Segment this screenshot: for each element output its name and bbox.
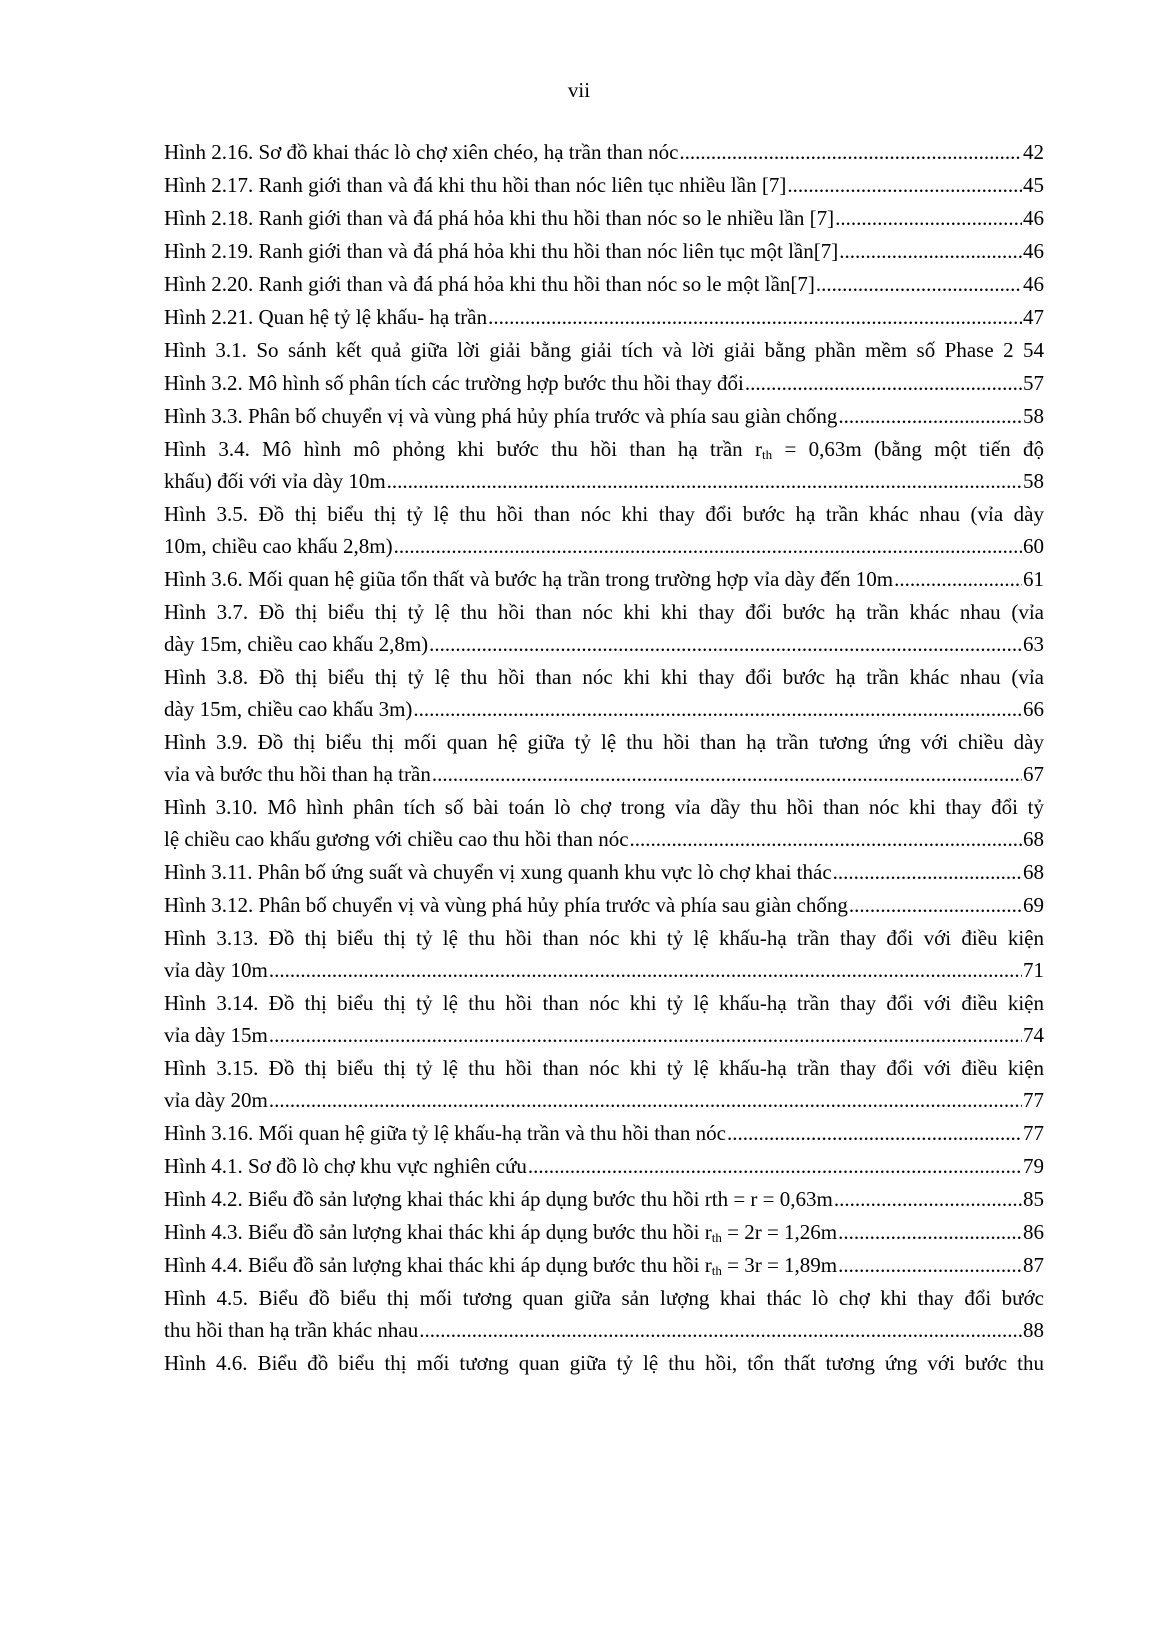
toc-entry[interactable] <box>164 301 1044 333</box>
page-ref: 61 <box>1023 567 1044 591</box>
entry-title: Hình 2.19. Ranh giới than và đá phá hỏa khi thu hồi than nóc liên tục một lần[7] <box>164 239 839 263</box>
entry-title: Hình 4.2. Biểu đồ sản lượng khai thác khi áp dụng bước thu hồi rth = r = 0,63m <box>164 1187 833 1211</box>
toc-entry[interactable] <box>164 791 1044 855</box>
page-ref: 74 <box>1023 1023 1044 1047</box>
entry-title: Hình 3.16. Mối quan hệ giữa tỷ lệ khấu-hạ trần và thu hồi than nóc <box>164 1121 726 1145</box>
list-of-figures <box>164 136 1044 1380</box>
entry-title: Hình 3.1. So sánh kết quả giữa lời giải bằng giải tích và lời giải bằng phần mềm số Phase 2 54 <box>164 338 1044 362</box>
toc-entry[interactable] <box>164 856 1044 888</box>
entry-title-line2: vỉa dày 20m <box>164 1088 268 1112</box>
page-ref: 46 <box>1023 272 1044 296</box>
entry-title-line1: Hình 3.9. Đồ thị biểu thị mối quan hệ giữa tỷ lệ thu hồi than hạ trần tương ứng với chiều dày <box>164 730 1044 754</box>
entry-title: Hình 2.18. Ranh giới than và đá phá hỏa khi thu hồi than nóc so le nhiều lần [7] <box>164 206 835 230</box>
page-ref: 46 <box>1023 206 1044 230</box>
entry-title-line1: Hình 4.5. Biểu đồ biểu thị mối tương quan giữa sản lượng khai thác lò chợ khi thay đổi bước <box>164 1286 1044 1310</box>
toc-entry[interactable] <box>164 433 1044 497</box>
dot-leader <box>849 889 1022 921</box>
entry-title <box>164 1249 837 1281</box>
entry-title: Hình 2.21. Quan hệ tỷ lệ khấu- hạ trần <box>164 305 488 329</box>
page-ref: 45 <box>1023 173 1044 197</box>
page-ref: 88 <box>1023 1318 1044 1342</box>
entry-title-line1 <box>164 433 1044 465</box>
page-ref: 71 <box>1023 958 1044 982</box>
entry-text: = 3r = 1,89m <box>721 1253 838 1277</box>
toc-entry[interactable] <box>164 563 1044 595</box>
page-number: vii <box>567 78 591 102</box>
dot-leader <box>432 758 1022 790</box>
toc-entry[interactable] <box>164 1249 1044 1281</box>
dot-leader <box>429 628 1022 660</box>
toc-entry[interactable] <box>164 400 1044 432</box>
page-ref: 87 <box>1023 1253 1044 1277</box>
entry-text: Hình 4.4. Biểu đồ sản lượng khai thác khi áp dụng bước thu hồi r <box>164 1253 712 1277</box>
toc-entry[interactable] <box>164 596 1044 660</box>
toc-entry[interactable] <box>164 987 1044 1051</box>
page-ref: 57 <box>1023 371 1044 395</box>
subscript: th <box>762 447 773 462</box>
entry-title-line2: dày 15m, chiều cao khấu 2,8m) <box>164 632 429 656</box>
entry-text: Hình 3.4. Mô hình mô phỏng khi bước thu hồi than hạ trần r <box>164 437 763 461</box>
entry-title-line2: vỉa dày 15m <box>164 1023 268 1047</box>
page-ref: 69 <box>1023 893 1044 917</box>
entry-title: Hình 2.17. Ranh giới than và đá khi thu hồi than nóc liên tục nhiều lần [7] <box>164 173 787 197</box>
entry-title-line1: Hình 3.10. Mô hình phân tích số bài toán lò chợ trong vỉa dầy thu hồi than nóc khi thay đổi tỷ <box>164 795 1044 819</box>
toc-entry[interactable] <box>164 498 1044 562</box>
entry-title: Hình 3.2. Mô hình số phân tích các trường hợp bước thu hồi thay đổi <box>164 371 744 395</box>
dot-leader <box>419 1314 1022 1346</box>
entry-title-line2: vỉa và bước thu hồi than hạ trần <box>164 762 431 786</box>
entry-title: Hình 3.3. Phân bố chuyển vị và vùng phá hủy phía trước và phía sau giàn chống <box>164 404 838 428</box>
entry-title-line2: lệ chiều cao khấu gương với chiều cao thu hồi than nóc <box>164 827 629 851</box>
dot-leader <box>269 1019 1022 1051</box>
toc-entry[interactable] <box>164 922 1044 986</box>
page-ref: 67 <box>1023 762 1044 786</box>
page-ref: 63 <box>1023 632 1044 656</box>
page-ref: 58 <box>1023 469 1044 493</box>
entry-title-line1: Hình 3.13. Đồ thị biểu thị tỷ lệ thu hồi than nóc khi tỷ lệ khấu-hạ trần thay đổi với điều kiện <box>164 926 1044 950</box>
toc-entry[interactable] <box>164 1052 1044 1116</box>
entry-title-line1: Hình 3.15. Đồ thị biểu thị tỷ lệ thu hồi than nóc khi tỷ lệ khấu-hạ trần thay đổi với điều kiện <box>164 1056 1044 1080</box>
page-ref: 42 <box>1023 140 1044 164</box>
toc-entry[interactable] <box>164 235 1044 267</box>
entry-title: Hình 3.6. Mối quan hệ giũa tổn thất và bước hạ trần trong trường hợp vỉa dày đến 10m <box>164 567 894 591</box>
toc-entry[interactable] <box>164 1282 1044 1346</box>
entry-title-line2: dày 15m, chiều cao khấu 3m) <box>164 697 413 721</box>
toc-entry[interactable] <box>164 889 1044 921</box>
subscript: th <box>711 1230 722 1245</box>
toc-entry[interactable] <box>164 268 1044 300</box>
entry-title-line1: Hình 3.7. Đồ thị biểu thị tỷ lệ thu hồi than nóc khi khi thay đổi bước hạ trần khác nhau (vỉa <box>164 600 1044 624</box>
page-ref: 85 <box>1023 1187 1044 1211</box>
page-ref: 46 <box>1023 239 1044 263</box>
dot-leader <box>838 1216 1022 1248</box>
dot-leader <box>413 693 1022 725</box>
entry-title: Hình 4.1. Sơ đồ lò chợ khu vực nghiên cứu <box>164 1154 527 1178</box>
page-ref: 68 <box>1023 860 1044 884</box>
page-ref: 68 <box>1023 827 1044 851</box>
dot-leader <box>488 301 1022 333</box>
dot-leader <box>833 856 1022 888</box>
toc-entry[interactable] <box>164 726 1044 790</box>
dot-leader <box>394 530 1022 562</box>
entry-title-line2: vỉa dày 10m <box>164 958 268 982</box>
dot-leader <box>816 268 1022 300</box>
dot-leader <box>787 169 1022 201</box>
dot-leader <box>894 563 1022 595</box>
dot-leader <box>528 1150 1022 1182</box>
page-ref: 60 <box>1023 534 1044 558</box>
entry-title-line2: 10m, chiều cao khấu 2,8m) <box>164 534 393 558</box>
toc-entry[interactable] <box>164 334 1044 366</box>
page-ref: 86 <box>1023 1220 1044 1244</box>
toc-entry[interactable] <box>164 202 1044 234</box>
dot-leader <box>838 1249 1022 1281</box>
entry-title-line1: Hình 4.6. Biểu đồ biểu thị mối tương quan giữa tỷ lệ thu hồi, tổn thất tương ứng với bước thu <box>164 1351 1044 1375</box>
dot-leader <box>387 465 1022 497</box>
toc-entry[interactable] <box>164 1216 1044 1248</box>
subscript: th <box>711 1263 722 1278</box>
entry-title <box>164 1216 837 1248</box>
entry-title: Hình 3.12. Phân bố chuyển vị và vùng phá hủy phía trước và phía sau giàn chống <box>164 893 848 917</box>
entry-title-line1: Hình 3.14. Đồ thị biểu thị tỷ lệ thu hồi than nóc khi tỷ lệ khấu-hạ trần thay đổi với điều kiện <box>164 991 1044 1015</box>
toc-entry[interactable] <box>164 367 1044 399</box>
toc-entry[interactable] <box>164 169 1044 201</box>
toc-entry[interactable] <box>164 1183 1044 1215</box>
dot-leader <box>838 400 1022 432</box>
toc-entry[interactable] <box>164 1347 1044 1379</box>
page-ref: 47 <box>1023 305 1044 329</box>
entry-title-line1: Hình 3.5. Đồ thị biểu thị tỷ lệ thu hồi than nóc khi thay đổi bước hạ trần khác nhau (vỉa dày <box>164 502 1044 526</box>
page-ref: 79 <box>1023 1154 1044 1178</box>
page-ref: 58 <box>1023 404 1044 428</box>
page-ref: 66 <box>1023 697 1044 721</box>
dot-leader <box>679 136 1022 168</box>
dot-leader <box>839 235 1022 267</box>
entry-text: Hình 4.3. Biểu đồ sản lượng khai thác khi áp dụng bước thu hồi r <box>164 1220 712 1244</box>
dot-leader <box>835 202 1022 234</box>
toc-entry[interactable] <box>164 1150 1044 1182</box>
entry-title-line2: khấu) đối với vỉa dày 10m <box>164 469 386 493</box>
entry-text: = 0,63m (bằng một tiến độ <box>772 437 1044 461</box>
entry-title-line1: Hình 3.8. Đồ thị biểu thị tỷ lệ thu hồi than nóc khi khi thay đổi bước hạ trần khác nhau (vỉa <box>164 665 1044 689</box>
entry-text: = 2r = 1,26m <box>721 1220 838 1244</box>
entry-title: Hình 2.20. Ranh giới than và đá phá hỏa khi thu hồi than nóc so le một lần[7] <box>164 272 815 296</box>
dot-leader <box>745 367 1022 399</box>
dot-leader <box>269 1084 1022 1116</box>
dot-leader <box>834 1183 1022 1215</box>
page-ref: 77 <box>1023 1121 1044 1145</box>
entry-title: Hình 2.16. Sơ đồ khai thác lò chợ xiên chéo, hạ trần than nóc <box>164 140 679 164</box>
dot-leader <box>269 954 1022 986</box>
entry-title-line2: thu hồi than hạ trần khác nhau <box>164 1318 419 1342</box>
toc-entry[interactable] <box>164 136 1044 168</box>
page-ref: 77 <box>1023 1088 1044 1112</box>
entry-title: Hình 3.11. Phân bố ứng suất và chuyển vị xung quanh khu vực lò chợ khai thác <box>164 860 832 884</box>
dot-leader <box>727 1117 1022 1149</box>
toc-entry[interactable] <box>164 1117 1044 1149</box>
toc-entry[interactable] <box>164 661 1044 725</box>
dot-leader <box>630 823 1022 855</box>
